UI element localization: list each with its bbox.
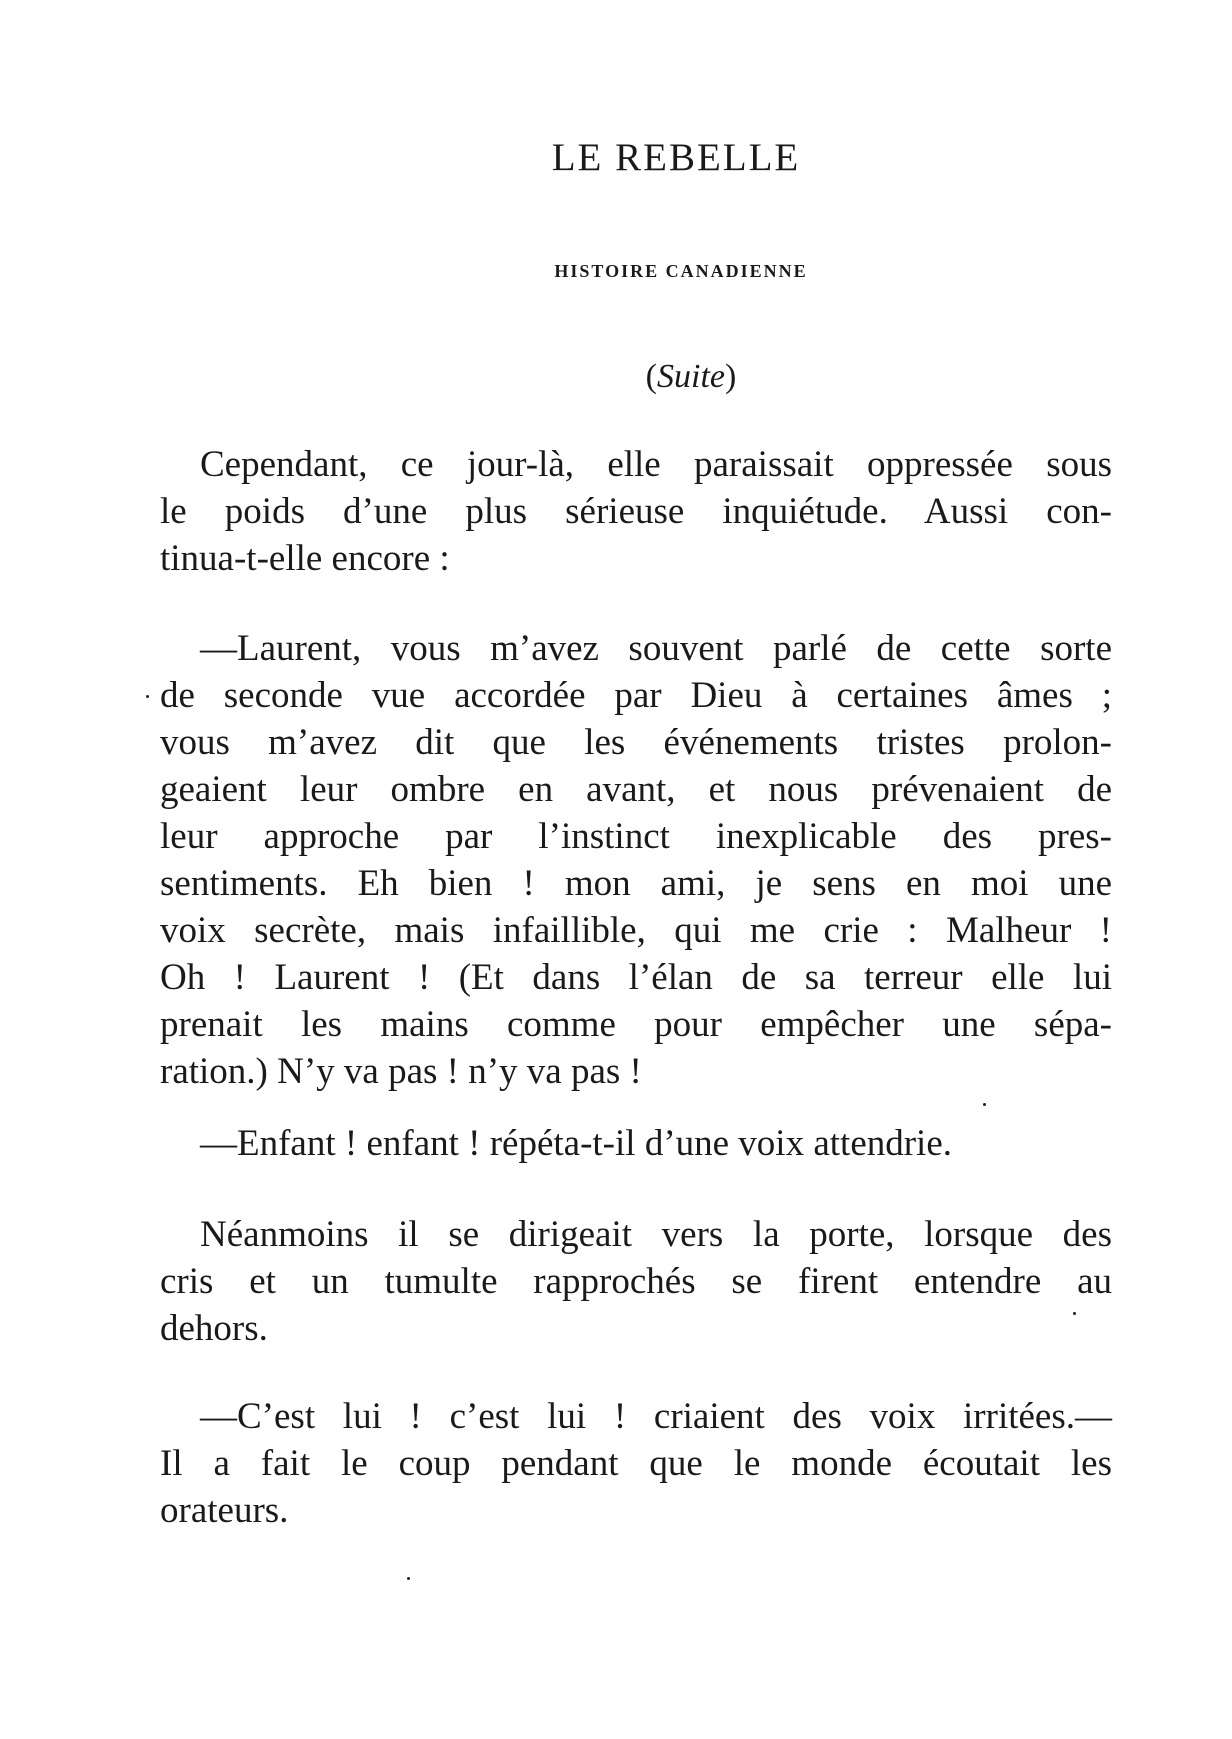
chapter-subtitle: HISTOIRE CANADIENNE xyxy=(554,261,808,281)
paragraph-line: cris et un tumulte rapprochés se firent entendre au xyxy=(160,1261,1112,1302)
paragraph-line: tinua-t-elle encore : xyxy=(160,538,450,579)
paragraph-3 xyxy=(160,1120,1112,1167)
paragraph-1 xyxy=(160,441,1112,582)
paragraph-line: voix secrète, mais infaillible, qui me crie : Malheur ! xyxy=(160,910,1112,951)
ink-speck xyxy=(983,1103,986,1106)
continuation-open-paren: ( xyxy=(645,358,657,395)
paragraph-line: Oh ! Laurent ! (Et dans l’élan de sa terreur elle lui xyxy=(160,957,1112,998)
paragraph-line: Cependant, ce jour-là, elle paraissait oppressée sous xyxy=(200,444,1112,485)
paragraph-line: —Laurent, vous m’avez souvent parlé de cette sorte xyxy=(200,628,1112,669)
paragraph-line: le poids d’une plus sérieuse inquiétude. Aussi con- xyxy=(160,491,1112,532)
continuation-close-paren: ) xyxy=(724,358,737,395)
continuation-word: Suite xyxy=(657,358,725,395)
paragraph-line: leur approche par l’instinct inexplicable des pres- xyxy=(160,816,1112,857)
paragraph-2 xyxy=(160,625,1112,1095)
paragraph-line: dehors. xyxy=(160,1308,268,1349)
paragraph-line: Il a fait le coup pendant que le monde écoutait les xyxy=(160,1443,1112,1484)
paragraph-line: orateurs. xyxy=(160,1490,289,1531)
ink-speck xyxy=(146,695,149,698)
ink-speck xyxy=(1073,1312,1076,1315)
chapter-title: LE REBELLE xyxy=(551,136,801,179)
ink-speck xyxy=(407,1577,410,1580)
paragraph-line: Néanmoins il se dirigeait vers la porte, lorsque des xyxy=(200,1214,1112,1255)
paragraph-line: de seconde vue accordée par Dieu à certaines âmes ; xyxy=(160,675,1112,716)
continuation-note xyxy=(0,360,1232,394)
paragraph-line: —Enfant ! enfant ! répéta-t-il d’une voix attendrie. xyxy=(200,1123,953,1164)
paragraph-line: vous m’avez dit que les événements tristes prolon- xyxy=(160,722,1112,763)
paragraph-line: —C’est lui ! c’est lui ! criaient des voix irritées.— xyxy=(200,1396,1112,1437)
paragraph-4 xyxy=(160,1211,1112,1352)
paragraph-line: sentiments. Eh bien ! mon ami, je sens en moi une xyxy=(160,863,1112,904)
paragraph-line: ration.) N’y va pas ! n’y va pas ! xyxy=(160,1051,642,1092)
paragraph-line: geaient leur ombre en avant, et nous prévenaient de xyxy=(160,769,1112,810)
paragraph-5 xyxy=(160,1393,1112,1534)
paragraph-line: prenait les mains comme pour empêcher une sépa- xyxy=(160,1004,1112,1045)
